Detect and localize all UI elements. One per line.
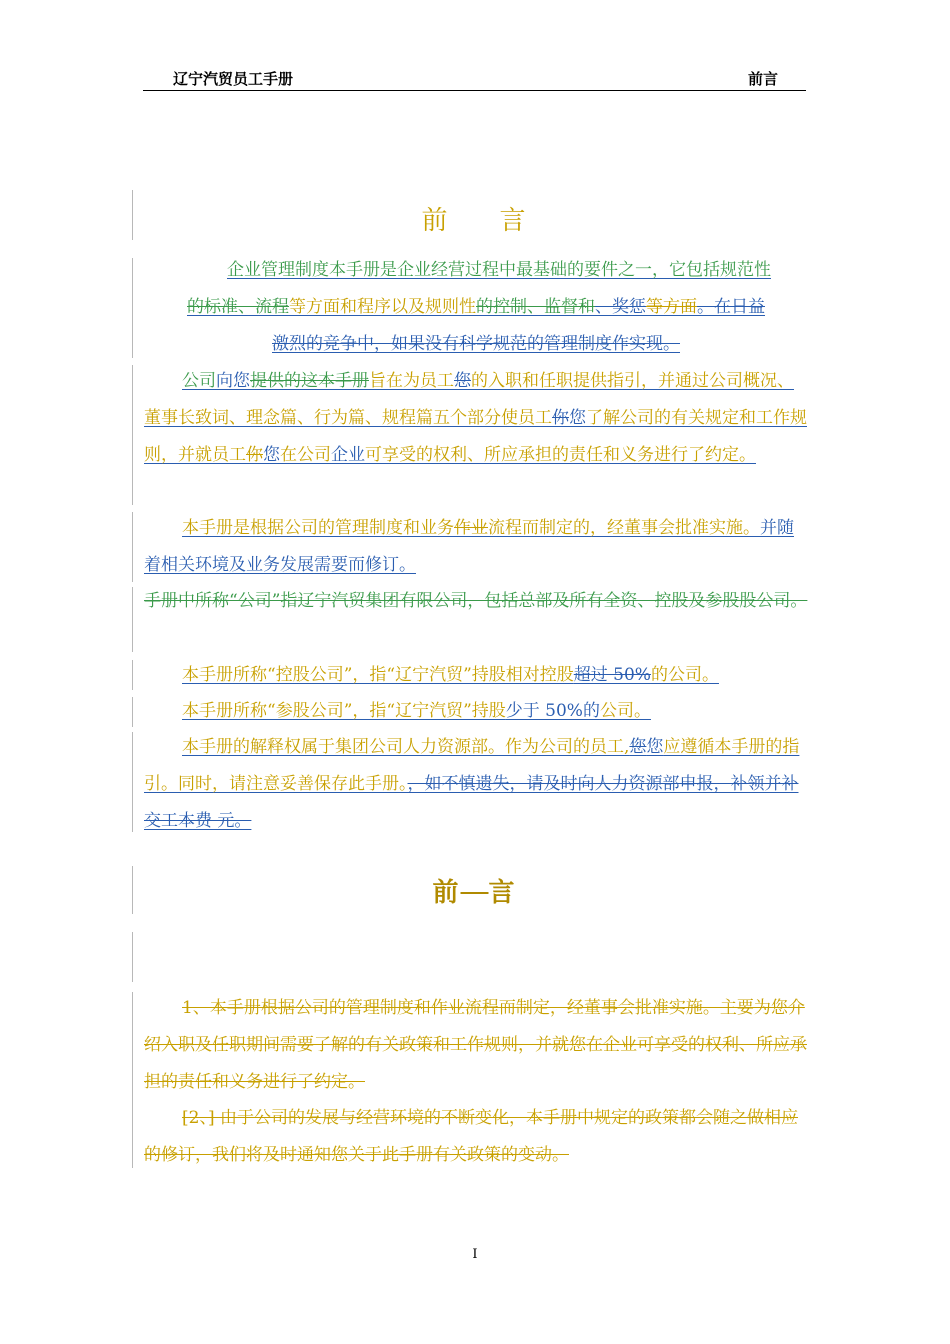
paragraph-6: 本手册所称“参股公司”，指“辽宁汽贸”持股少于 50%的公司。 [182,701,651,721]
page-header [143,66,806,91]
header-section: 前言 [747,70,778,88]
change-bar [132,866,133,914]
change-bar [132,365,133,505]
change-bar [132,190,133,240]
header-doc-title: 辽宁汽贸员工手册 [173,70,294,88]
page-number: I [472,1247,478,1262]
change-bar [132,660,133,690]
change-bar [132,512,133,582]
heading-preface-2: 前 言 [432,878,517,908]
paragraph-8: 1、本手册根据公司的管理制度和作业流程而制定，经董事会批准实施。主要为您介绍入职及任职期间需要了解的有关政策和工作规则，并就您在企业可享受的权利、所应承担的责任和义务进行了约定。 [144,998,807,1092]
heading-preface: 前 言 [421,206,528,236]
paragraph-5: 本手册所称“控股公司”，指“辽宁汽贸”持股相对控股超过 50%的公司。 [182,665,719,685]
change-bar [132,697,133,727]
paragraph-9: [2、] 由于公司的发展与经营环境的不断变化，本手册中规定的政策都会随之做相应的修订，我们将及时通知您关于此手册有关政策的变动。 [144,1108,798,1165]
paragraph-7: 本手册的解释权属于集团公司人力资源部。作为公司的员工,您您应遵循本手册的指引。同时，请注意妥善保存此手册。，如不慎遗失，请及时向人力资源部申报，补领并补交工本费 元。 [144,737,800,831]
paragraph-3: 本手册是根据公司的管理制度和业务作业流程而制定的，经董事会批准实施。并随着相关环境及业务发展需要而修订。 [144,518,794,575]
change-bar [132,587,133,652]
change-bar [132,932,133,982]
change-bar [132,732,133,832]
p1-lead: 企业管理制度本手册是企业经营过程中最基础的要件之一，它包括规范性 [227,260,771,280]
paragraph-4: 手册中所称“公司”指辽宁汽贸集团有限公司，包括总部及所有全资、控股及参股股公司。 [144,591,808,611]
change-bar [132,992,133,1168]
paragraph-2: 公司向您提供的这本手册旨在为员工您的入职和任职提供指引，并通过公司概况、董事长致词、理念篇、行为篇、规程篇五个部分使员工你您了解公司的有关规定和工作规则，并就员工你您在公司企业可享受的权利、所应承担的责任和义务进行了约定。 [144,371,807,465]
change-bar [132,258,133,358]
paragraph-1: 企业管理制度本手册是企业经营过程中最基础的要件之一，它包括规范性 的标准、流程等方面和程序以及规则性的控制、监督和、奖惩等方面。在日益 激烈的竞争中，如果没有科学规范的管理制度作实现。 [187,260,771,354]
